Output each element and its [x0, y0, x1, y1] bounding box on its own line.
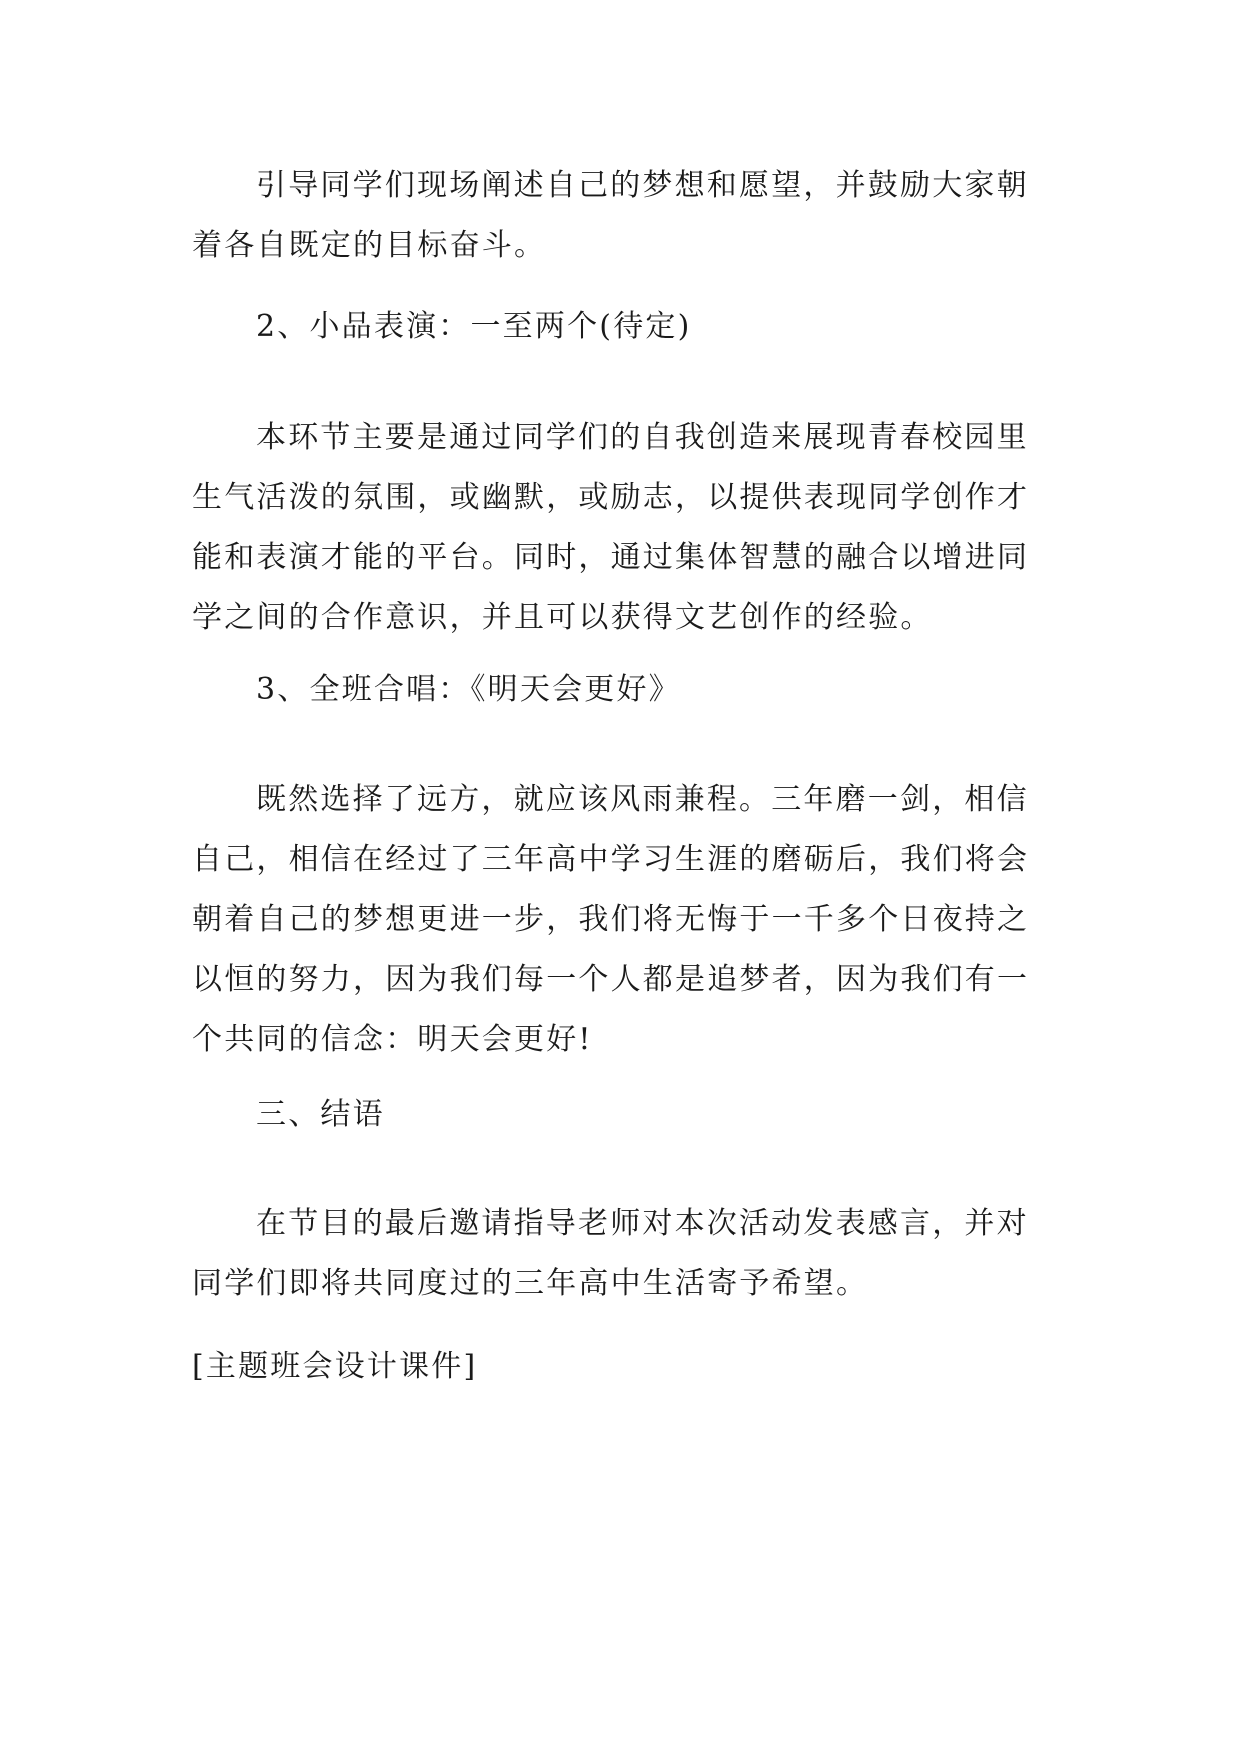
paragraph-conclusion: 在节目的最后邀请指导老师对本次活动发表感言，并对同学们即将共同度过的三年高中生活寄予希望。	[192, 1206, 1029, 1301]
paragraph-skit-description: 本环节主要是通过同学们的自我创造来展现青春校园里生气活泼的氛围，或幽默，或励志，以提供表现同学创作才能和表演才能的平台。同时，通过集体智慧的融合以增进同学之间的合作意识，并且可以获得文艺创作的经验。	[192, 420, 1030, 635]
footer-tag: [主题班会设计课件]	[192, 1349, 478, 1384]
heading-skit-performance: 2、小品表演：一至两个(待定)	[256, 309, 692, 344]
paragraph-dream-statement: 引导同学们现场阐述自己的梦想和愿望，并鼓励大家朝着各自既定的目标奋斗。	[192, 168, 1029, 263]
heading-conclusion: 三、结语	[256, 1097, 385, 1132]
paragraph-chorus-description: 既然选择了远方，就应该风雨兼程。三年磨一剑，相信自己，相信在经过了三年高中学习生涯的磨砺后，我们将会朝着自己的梦想更进一步，我们将无悔于一千多个日夜持之以恒的努力，因为我们每一个人都是追梦者，因为我们有一个共同的信念：明天会更好!	[192, 782, 1030, 1057]
heading-class-chorus: 3、全班合唱：《明天会更好》	[256, 672, 681, 707]
